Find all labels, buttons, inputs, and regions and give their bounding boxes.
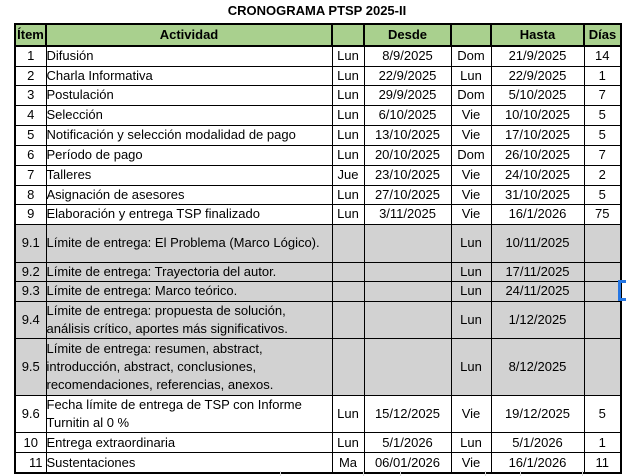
- cell-item[interactable]: 9.3: [15, 282, 46, 302]
- table-row: [15, 205, 621, 225]
- cell-desde-date[interactable]: 20/10/2025: [364, 145, 451, 165]
- cell-dias[interactable]: 5: [584, 126, 621, 146]
- cell-desde-day[interactable]: [332, 263, 364, 282]
- cell-actividad[interactable]: Charla Informativa: [46, 66, 332, 86]
- cell-hasta-day[interactable]: Vie: [451, 106, 491, 126]
- cell-actividad[interactable]: Sustentaciones: [46, 453, 332, 473]
- cell-item[interactable]: 9.5: [15, 339, 46, 396]
- cell-desde-date[interactable]: 8/9/2025: [364, 46, 451, 66]
- cell-desde-date[interactable]: 13/10/2025: [364, 126, 451, 146]
- table-row: [15, 263, 621, 282]
- cell-desde-date[interactable]: 22/9/2025: [364, 66, 451, 86]
- table-row: [15, 66, 621, 86]
- cell-hasta-date[interactable]: 17/11/2025: [491, 263, 584, 282]
- cell-hasta-day[interactable]: Vie: [451, 453, 491, 473]
- cell-desde-day[interactable]: Lun: [332, 126, 364, 146]
- cell-hasta-day[interactable]: Dom: [451, 46, 491, 66]
- cell-desde-day[interactable]: Lun: [332, 205, 364, 225]
- cell-desde-day[interactable]: [332, 339, 364, 396]
- cell-desde-date[interactable]: 27/10/2025: [364, 185, 451, 205]
- cell-desde-day[interactable]: Lun: [332, 86, 364, 106]
- cell-dias[interactable]: 5: [584, 106, 621, 126]
- cell-dias[interactable]: [584, 225, 621, 263]
- cell-dias[interactable]: 1: [584, 66, 621, 86]
- cell-desde-date[interactable]: 5/1/2026: [364, 433, 451, 453]
- cell-desde-date[interactable]: [364, 282, 451, 302]
- gridline-stub: [400, 471, 401, 476]
- cell-desde-date[interactable]: [364, 263, 451, 282]
- cell-actividad[interactable]: Selección: [46, 106, 332, 126]
- col-header-dias[interactable]: Días: [584, 24, 621, 46]
- table-row: [15, 106, 621, 126]
- table-row: [15, 165, 621, 185]
- cell-actividad[interactable]: Difusión: [46, 46, 332, 66]
- cell-actividad[interactable]: Asignación de asesores: [46, 185, 332, 205]
- col-header-actividad[interactable]: Actividad: [46, 24, 332, 46]
- cronograma-table: [14, 23, 622, 474]
- cell-dias[interactable]: 1: [584, 433, 621, 453]
- cell-desde-day[interactable]: Jue: [332, 165, 364, 185]
- cell-actividad[interactable]: Postulación: [46, 86, 332, 106]
- cell-desde-date[interactable]: 3/11/2025: [364, 205, 451, 225]
- cell-desde-date[interactable]: 15/12/2025: [364, 396, 451, 433]
- cell-hasta-day[interactable]: Lun: [451, 66, 491, 86]
- cell-dias[interactable]: [584, 339, 621, 396]
- cell-item[interactable]: 8: [15, 185, 46, 205]
- gridline-stub: [582, 471, 583, 476]
- cell-desde-day[interactable]: Lun: [332, 185, 364, 205]
- cell-actividad[interactable]: Límite de entrega: El Problema (Marco Lógico).: [46, 225, 332, 263]
- col-header-item[interactable]: Ítem: [15, 24, 46, 46]
- cell-dias[interactable]: 14: [584, 46, 621, 66]
- cell-hasta-day[interactable]: Lun: [451, 339, 491, 396]
- table-row: [15, 282, 621, 302]
- cell-desde-day[interactable]: Lun: [332, 66, 364, 86]
- cell-hasta-date[interactable]: 10/11/2025: [491, 225, 584, 263]
- cell-hasta-date[interactable]: 24/10/2025: [491, 165, 584, 185]
- cell-hasta-date[interactable]: 22/9/2025: [491, 66, 584, 86]
- cell-actividad[interactable]: Entrega extraordinaria: [46, 433, 332, 453]
- cell-actividad[interactable]: Límite de entrega: propuesta de solución, análisis crítico, aportes más significativos.: [46, 301, 332, 338]
- cell-hasta-date[interactable]: 31/10/2025: [491, 185, 584, 205]
- cell-item[interactable]: 9: [15, 205, 46, 225]
- cell-item[interactable]: 9.2: [15, 263, 46, 282]
- cell-hasta-day[interactable]: Dom: [451, 145, 491, 165]
- cell-desde-day[interactable]: Lun: [332, 106, 364, 126]
- table-row: [15, 46, 621, 66]
- cell-hasta-day[interactable]: Lun: [451, 225, 491, 263]
- cell-desde-day[interactable]: [332, 225, 364, 263]
- cell-actividad[interactable]: Límite de entrega: Marco teórico.: [46, 282, 332, 302]
- cell-hasta-day[interactable]: Vie: [451, 396, 491, 433]
- cell-hasta-day[interactable]: Dom: [451, 86, 491, 106]
- cell-item[interactable]: 9.6: [15, 396, 46, 433]
- cell-dias[interactable]: [584, 263, 621, 282]
- col-header-hasta[interactable]: Hasta: [491, 24, 584, 46]
- gridline-stub: [520, 471, 521, 476]
- cell-dias[interactable]: 11: [584, 453, 621, 473]
- table-row: [15, 301, 621, 338]
- cell-dias[interactable]: 5: [584, 396, 621, 433]
- table-row: [15, 145, 621, 165]
- cell-item[interactable]: 5: [15, 126, 46, 146]
- cell-desde-date[interactable]: 29/9/2025: [364, 86, 451, 106]
- cell-dias[interactable]: [584, 282, 621, 302]
- cell-item[interactable]: 10: [15, 433, 46, 453]
- cell-dias[interactable]: 75: [584, 205, 621, 225]
- cell-hasta-date[interactable]: 24/11/2025: [491, 282, 584, 302]
- cell-hasta-day[interactable]: Lun: [451, 282, 491, 302]
- gridline-stub: [363, 471, 364, 476]
- cell-desde-day[interactable]: Lun: [332, 145, 364, 165]
- cell-dias[interactable]: [584, 301, 621, 338]
- gridline-stub: [485, 471, 486, 476]
- cell-dias[interactable]: 7: [584, 145, 621, 165]
- table-row: [15, 339, 621, 396]
- cell-desde-day[interactable]: Lun: [332, 46, 364, 66]
- cell-hasta-date[interactable]: 17/10/2025: [491, 126, 584, 146]
- cell-dias[interactable]: 7: [584, 86, 621, 106]
- cell-actividad[interactable]: Límite de entrega: Trayectoria del autor.: [46, 263, 332, 282]
- cell-item[interactable]: 1: [15, 46, 46, 66]
- cell-actividad[interactable]: Período de pago: [46, 145, 332, 165]
- cell-hasta-day[interactable]: Lun: [451, 301, 491, 338]
- cell-hasta-date[interactable]: 10/10/2025: [491, 106, 584, 126]
- cell-hasta-date[interactable]: 16/1/2026: [491, 205, 584, 225]
- col-header-desde[interactable]: Desde: [364, 24, 451, 46]
- cell-item[interactable]: 2: [15, 66, 46, 86]
- cell-desde-date[interactable]: 06/01/2026: [364, 453, 451, 473]
- header-row: [15, 24, 621, 46]
- cell-item[interactable]: 3: [15, 86, 46, 106]
- table-row: [15, 396, 621, 433]
- cell-dias[interactable]: 2: [584, 165, 621, 185]
- cell-hasta-day[interactable]: Vie: [451, 165, 491, 185]
- cell-hasta-day[interactable]: Lun: [451, 263, 491, 282]
- cell-item[interactable]: 9.1: [15, 225, 46, 263]
- cell-hasta-date[interactable]: 8/12/2025: [491, 339, 584, 396]
- cell-item[interactable]: 7: [15, 165, 46, 185]
- cell-hasta-day[interactable]: Lun: [451, 433, 491, 453]
- cell-hasta-date[interactable]: 26/10/2025: [491, 145, 584, 165]
- cell-item[interactable]: 9.4: [15, 301, 46, 338]
- table-row: [15, 225, 621, 263]
- cell-hasta-day[interactable]: Vie: [451, 205, 491, 225]
- cell-selection-border-fragment: [618, 280, 626, 301]
- cell-desde-date[interactable]: 6/10/2025: [364, 106, 451, 126]
- cell-hasta-date[interactable]: 5/1/2026: [491, 433, 584, 453]
- cell-item[interactable]: 4: [15, 106, 46, 126]
- cell-actividad[interactable]: Fecha límite de entrega de TSP con Informe Turnitin al 0 %: [46, 396, 332, 433]
- cell-hasta-day[interactable]: Vie: [451, 126, 491, 146]
- page-title: CRONOGRAMA PTSP 2025-II: [227, 3, 407, 18]
- cell-hasta-date[interactable]: 1/12/2025: [491, 301, 584, 338]
- table-row: [15, 86, 621, 106]
- cell-hasta-date[interactable]: 16/1/2026: [491, 453, 584, 473]
- table-row: [15, 126, 621, 146]
- table-row: [15, 453, 621, 473]
- col-header-desde-day[interactable]: [332, 24, 364, 46]
- cell-desde-date[interactable]: [364, 225, 451, 263]
- col-header-hasta-day[interactable]: [451, 24, 491, 46]
- cell-desde-date[interactable]: 23/10/2025: [364, 165, 451, 185]
- cell-actividad[interactable]: Elaboración y entrega TSP finalizado: [46, 205, 332, 225]
- table-row: [15, 185, 621, 205]
- cell-actividad[interactable]: Límite de entrega: resumen, abstract, introducción, abstract, conclusiones, recomendaciones, referencias, anexos.: [46, 339, 332, 396]
- cell-desde-date[interactable]: [364, 301, 451, 338]
- cell-actividad[interactable]: Notificación y selección modalidad de pago: [46, 126, 332, 146]
- cell-desde-date[interactable]: [364, 339, 451, 396]
- cell-actividad[interactable]: Talleres: [46, 165, 332, 185]
- cell-desde-day[interactable]: [332, 282, 364, 302]
- cell-dias[interactable]: 5: [584, 185, 621, 205]
- cell-desde-day[interactable]: [332, 301, 364, 338]
- cell-hasta-date[interactable]: 19/12/2025: [491, 396, 584, 433]
- cell-hasta-date[interactable]: 21/9/2025: [491, 46, 584, 66]
- cell-hasta-date[interactable]: 5/10/2025: [491, 86, 584, 106]
- cell-hasta-day[interactable]: Vie: [451, 185, 491, 205]
- cell-item[interactable]: 11: [15, 453, 46, 473]
- cell-desde-day[interactable]: Ma: [332, 453, 364, 473]
- table-row: [15, 433, 621, 453]
- cell-desde-day[interactable]: Lun: [332, 433, 364, 453]
- cell-item[interactable]: 6: [15, 145, 46, 165]
- gridline-stub: [280, 471, 281, 476]
- cell-desde-day[interactable]: Lun: [332, 396, 364, 433]
